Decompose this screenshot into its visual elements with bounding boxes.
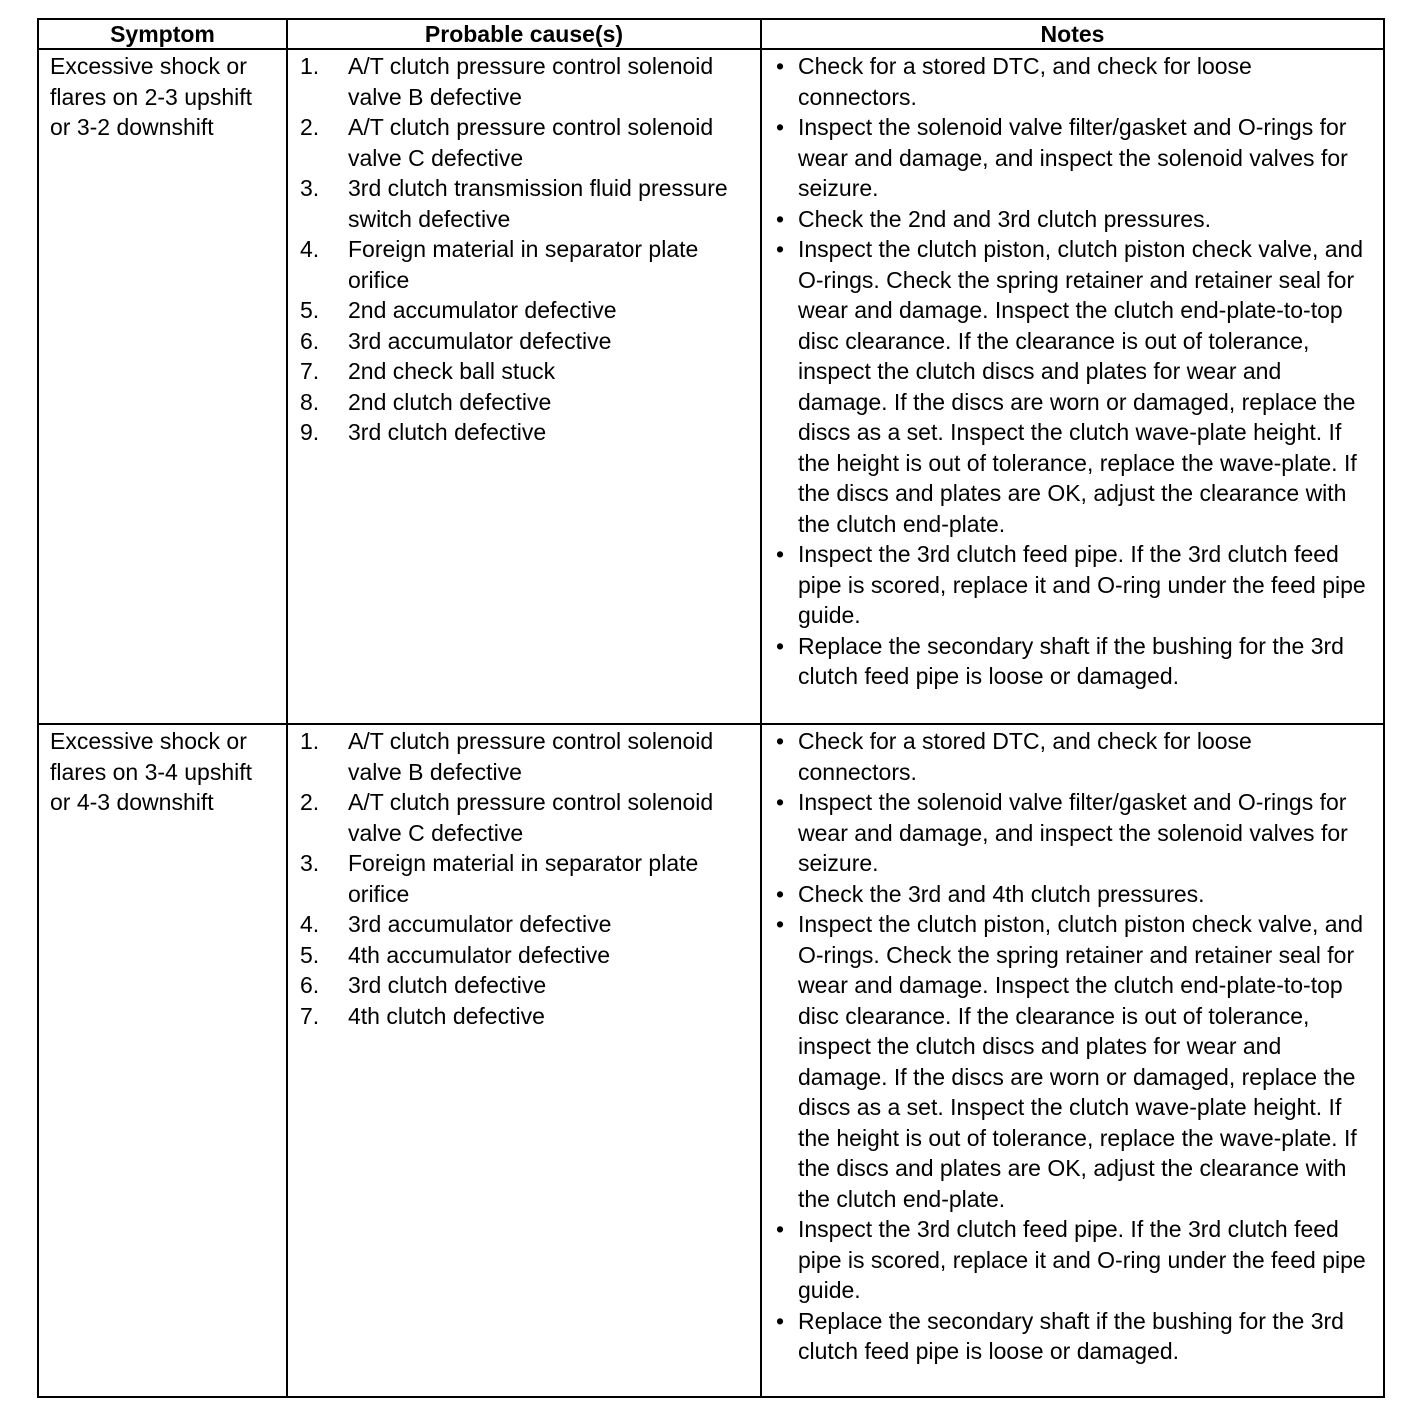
cause-text: A/T clutch pressure control solenoid valve B defective: [348, 53, 714, 110]
cause-number: 3.: [300, 850, 320, 876]
cause-item: [300, 173, 754, 234]
note-item: [776, 1214, 1377, 1306]
cause-item: [300, 417, 754, 448]
header-symptom: Symptom: [38, 19, 287, 49]
cause-text: 2nd check ball stuck: [348, 358, 556, 384]
cause-item: [300, 909, 754, 940]
note-text: Inspect the solenoid valve filter/gasket and O-rings for wear and damage, and inspect the solenoid valves for seizure.: [798, 114, 1348, 201]
cause-text: A/T clutch pressure control solenoid valve B defective: [348, 728, 714, 785]
notes-list: [776, 726, 1377, 1367]
notes-cell: [761, 49, 1384, 724]
header-row: [38, 19, 1384, 49]
cause-item: [300, 787, 754, 848]
note-text: Inspect the 3rd clutch feed pipe. If the 3rd clutch feed pipe is scored, replace it and O-ring under the feed pipe guide.: [798, 541, 1366, 628]
header-probable-causes: Probable cause(s): [287, 19, 761, 49]
bullet-icon: •: [776, 728, 785, 754]
cause-number: 5.: [300, 941, 320, 968]
bullet-icon: •: [776, 880, 785, 907]
cause-item: [300, 51, 754, 112]
cause-number: 6.: [300, 327, 320, 354]
symptom-text: Excessive shock or flares on 3-4 upshift or 4-3 downshift: [50, 728, 253, 815]
cause-number: 3.: [300, 175, 320, 201]
cause-item: [300, 112, 754, 173]
cause-item: [300, 1001, 754, 1032]
note-text: Check the 3rd and 4th clutch pressures.: [798, 880, 1205, 907]
symptom-text: Excessive shock or flares on 2-3 upshift or 3-2 downshift: [50, 53, 253, 140]
cause-item: [300, 356, 754, 387]
note-text: Replace the secondary shaft if the bushing for the 3rd clutch feed pipe is loose or damaged.: [798, 1307, 1344, 1364]
cause-number: 4.: [300, 911, 320, 937]
note-text: Inspect the 3rd clutch feed pipe. If the 3rd clutch feed pipe is scored, replace it and O-ring under the feed pipe guide.: [798, 1216, 1366, 1303]
symptom-cell: [38, 724, 287, 1397]
cause-text: 2nd accumulator defective: [348, 297, 617, 323]
cause-number: 8.: [300, 388, 320, 415]
cause-text: 3rd clutch defective: [348, 419, 547, 445]
note-text: Check for a stored DTC, and check for loose connectors.: [798, 728, 1252, 785]
cause-number: 4.: [300, 236, 320, 262]
cause-number: 1.: [300, 728, 320, 754]
cause-text: Foreign material in separator plate orifice: [348, 236, 699, 293]
bullet-icon: •: [776, 541, 785, 567]
cause-item: [300, 326, 754, 357]
causes-list: [300, 726, 754, 1031]
table-body: [38, 49, 1384, 1397]
cause-item: [300, 970, 754, 1001]
note-item: [776, 234, 1377, 539]
bullet-icon: •: [776, 236, 785, 262]
note-text: Inspect the clutch piston, clutch piston check valve, and O-rings. Check the spring retainer and retainer seal for wear and damage. Inspect the clutch end-plate-to-top disc clearance. If the clearance is out of tolerance, inspect the clutch discs and plates for wear and damage. If the discs are worn or damaged, replace the discs as a set. Inspect the clutch wave-plate height. If the height is out of tolerance, replace the wave-plate. If the discs and plates are OK, adjust the clearance with the clutch end-plate.: [798, 911, 1364, 1212]
cause-item: [300, 726, 754, 787]
note-item: [776, 112, 1377, 204]
note-text: Replace the secondary shaft if the bushing for the 3rd clutch feed pipe is loose or damaged.: [798, 632, 1344, 689]
cause-number: 2.: [300, 789, 320, 815]
bullet-icon: •: [776, 911, 785, 937]
cause-number: 9.: [300, 419, 320, 445]
table-row: [38, 49, 1384, 724]
bullet-icon: •: [776, 114, 785, 140]
bullet-icon: •: [776, 1307, 785, 1334]
bullet-icon: •: [776, 205, 785, 232]
cause-text: 4th accumulator defective: [348, 941, 611, 968]
cause-number: 7.: [300, 358, 320, 384]
header-notes: Notes: [761, 19, 1384, 49]
cause-text: A/T clutch pressure control solenoid valve C defective: [348, 789, 714, 846]
cause-text: A/T clutch pressure control solenoid valve C defective: [348, 114, 714, 171]
causes-list: [300, 51, 754, 448]
cause-number: 7.: [300, 1002, 320, 1029]
causes-cell: [287, 724, 761, 1397]
note-item: [776, 204, 1377, 235]
notes-list: [776, 51, 1377, 692]
note-item: [776, 539, 1377, 631]
table-row: [38, 724, 1384, 1397]
troubleshooting-table: [37, 18, 1385, 1398]
note-text: Inspect the solenoid valve filter/gasket and O-rings for wear and damage, and inspect the solenoid valves for seizure.: [798, 789, 1348, 876]
cause-number: 2.: [300, 114, 320, 140]
cause-number: 6.: [300, 972, 320, 998]
cause-item: [300, 234, 754, 295]
note-text: Check for a stored DTC, and check for loose connectors.: [798, 53, 1252, 110]
cause-text: 3rd clutch transmission fluid pressure switch defective: [348, 175, 728, 232]
cause-text: 3rd clutch defective: [348, 972, 547, 998]
note-item: [776, 879, 1377, 910]
cause-item: [300, 387, 754, 418]
note-item: [776, 726, 1377, 787]
bullet-icon: •: [776, 53, 785, 79]
symptom-cell: [38, 49, 287, 724]
note-item: [776, 787, 1377, 879]
cause-item: [300, 295, 754, 326]
note-item: [776, 631, 1377, 692]
cause-number: 1.: [300, 53, 320, 79]
causes-cell: [287, 49, 761, 724]
bullet-icon: •: [776, 1216, 785, 1242]
bullet-icon: •: [776, 632, 785, 659]
cause-number: 5.: [300, 297, 320, 323]
notes-cell: [761, 724, 1384, 1397]
note-text: Check the 2nd and 3rd clutch pressures.: [798, 205, 1211, 232]
cause-text: Foreign material in separator plate orifice: [348, 850, 699, 907]
cause-text: 2nd clutch defective: [348, 388, 552, 415]
cause-text: 3rd accumulator defective: [348, 911, 612, 937]
table-header: [38, 19, 1384, 49]
note-item: [776, 1306, 1377, 1367]
cause-item: [300, 848, 754, 909]
cause-text: 4th clutch defective: [348, 1002, 545, 1029]
cause-item: [300, 940, 754, 971]
note-item: [776, 51, 1377, 112]
note-item: [776, 909, 1377, 1214]
cause-text: 3rd accumulator defective: [348, 327, 612, 354]
bullet-icon: •: [776, 789, 785, 815]
note-text: Inspect the clutch piston, clutch piston check valve, and O-rings. Check the spring retainer and retainer seal for wear and damage. Inspect the clutch end-plate-to-top disc clearance. If the clearance is out of tolerance, inspect the clutch discs and plates for wear and damage. If the discs are worn or damaged, replace the discs as a set. Inspect the clutch wave-plate height. If the height is out of tolerance, replace the wave-plate. If the discs and plates are OK, adjust the clearance with the clutch end-plate.: [798, 236, 1364, 537]
